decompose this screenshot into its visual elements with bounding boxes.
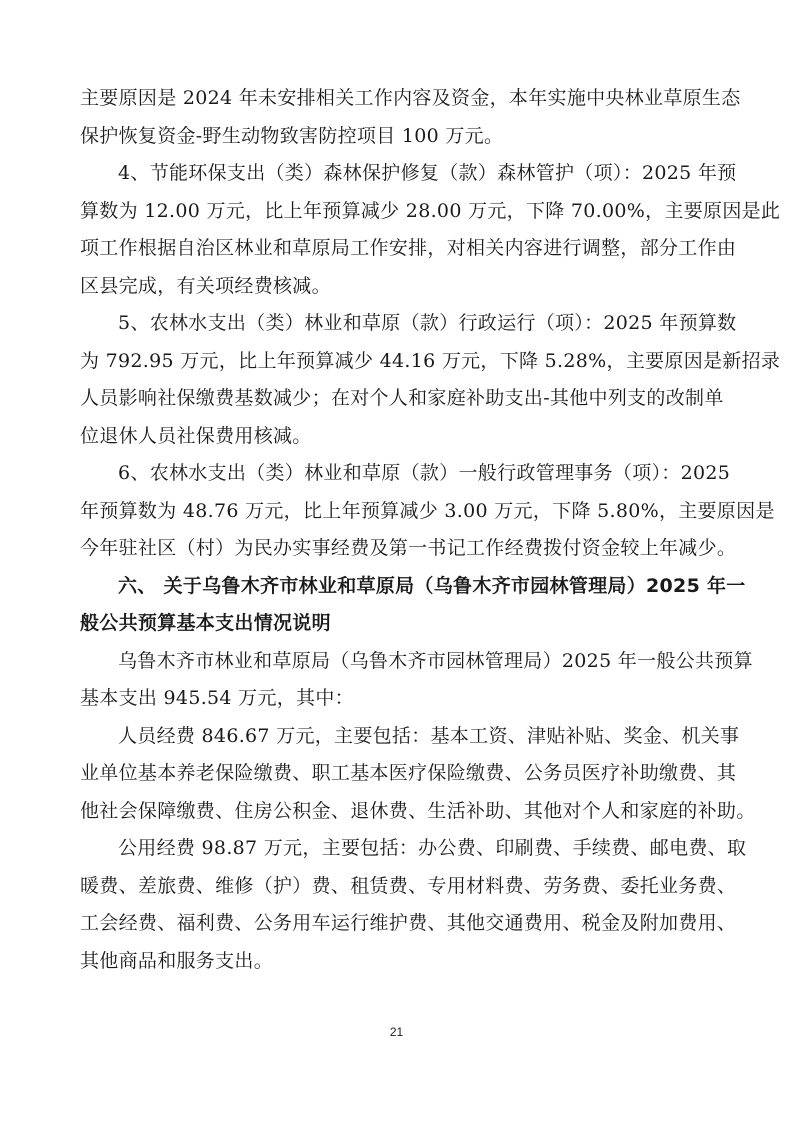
text-line: 工会经费、福利费、公务用车运行维护费、其他交通费用、税金及附加费用、 <box>80 912 737 934</box>
text-line: 公用经费 98.87 万元，主要包括：办公费、印刷费、手续费、邮电费、取 <box>118 837 747 859</box>
paragraph-public-costs <box>80 830 747 980</box>
text-line: 其他商品和服务支出。 <box>80 949 274 972</box>
page-number: 21 <box>389 1025 404 1039</box>
text-line: 业单位基本养老保险缴费、职工基本医疗保险缴费、公务员医疗补助缴费、其 <box>80 762 737 784</box>
paragraph-summary <box>80 643 753 718</box>
text-line: 暖费、差旅费、维修（护）费、租赁费、专用材料费、劳务费、委托业务费、 <box>80 874 737 897</box>
text-line: 项工作根据自治区林业和草原局工作安排，对相关内容进行调整，部分工作由 <box>80 237 737 259</box>
text-line: 人员经费 846.67 万元，主要包括：基本工资、津贴补贴、奖金、机关事 <box>118 724 740 747</box>
text-line: 保护恢复资金-野生动物致害防控项目 100 万元。 <box>80 124 504 147</box>
text-line: 5、农林水支出（类）林业和草原（款）行政运行（项）：2025 年预算数 <box>118 312 737 334</box>
text-line: 乌鲁木齐市林业和草原局（乌鲁木齐市园林管理局）2025 年一般公共预算 <box>118 649 753 672</box>
text-line: 区县完成，有关项经费核减。 <box>80 274 331 297</box>
section-heading <box>80 568 746 643</box>
text-line: 位退休人员社保费用核减。 <box>80 424 312 447</box>
text-line: 主要原因是 2024 年未安排相关工作内容及资金，本年实施中央林业草原生态 <box>80 87 741 109</box>
paragraph-item-6 <box>80 455 775 568</box>
text-line: 4、节能环保支出（类）森林保护修复（款）森林管护（项）：2025 年预 <box>118 162 737 184</box>
paragraph-item-5 <box>80 305 781 455</box>
paragraph-item-4 <box>80 155 781 305</box>
paragraph-personnel-costs <box>80 718 756 831</box>
text-line: 他社会保障缴费、住房公积金、退休费、生活补助、其他对个人和家庭的补助。 <box>80 799 756 822</box>
text-line: 算数为 12.00 万元，比上年预算减少 28.00 万元，下降 70.00%，主要原因是此 <box>80 199 781 222</box>
text-line: 年预算数为 48.76 万元，比上年预算减少 3.00 万元，下降 5.80%，主要原因是 <box>80 499 775 522</box>
text-line: 今年驻社区（村）为民办实事经费及第一书记工作经费拨付资金较上年减少。 <box>80 537 737 559</box>
text-line: 人员影响社保缴费基数减少；在对个人和家庭补助支出-其他中列支的改制单 <box>80 387 724 409</box>
text-line: 为 792.95 万元，比上年预算减少 44.16 万元，下降 5.28%，主要原因是新招录 <box>80 349 781 372</box>
paragraph-continuation <box>80 80 741 155</box>
heading-line: 般公共预算基本支出情况说明 <box>80 612 331 634</box>
text-line: 6、农林水支出（类）林业和草原（款）一般行政管理事务（项）：2025 <box>118 462 731 484</box>
document-page <box>80 80 781 980</box>
heading-line: 六、 关于乌鲁木齐市林业和草原局（乌鲁木齐市园林管理局）2025 年一 <box>118 574 746 597</box>
text-line: 基本支出 945.54 万元，其中： <box>80 687 354 709</box>
